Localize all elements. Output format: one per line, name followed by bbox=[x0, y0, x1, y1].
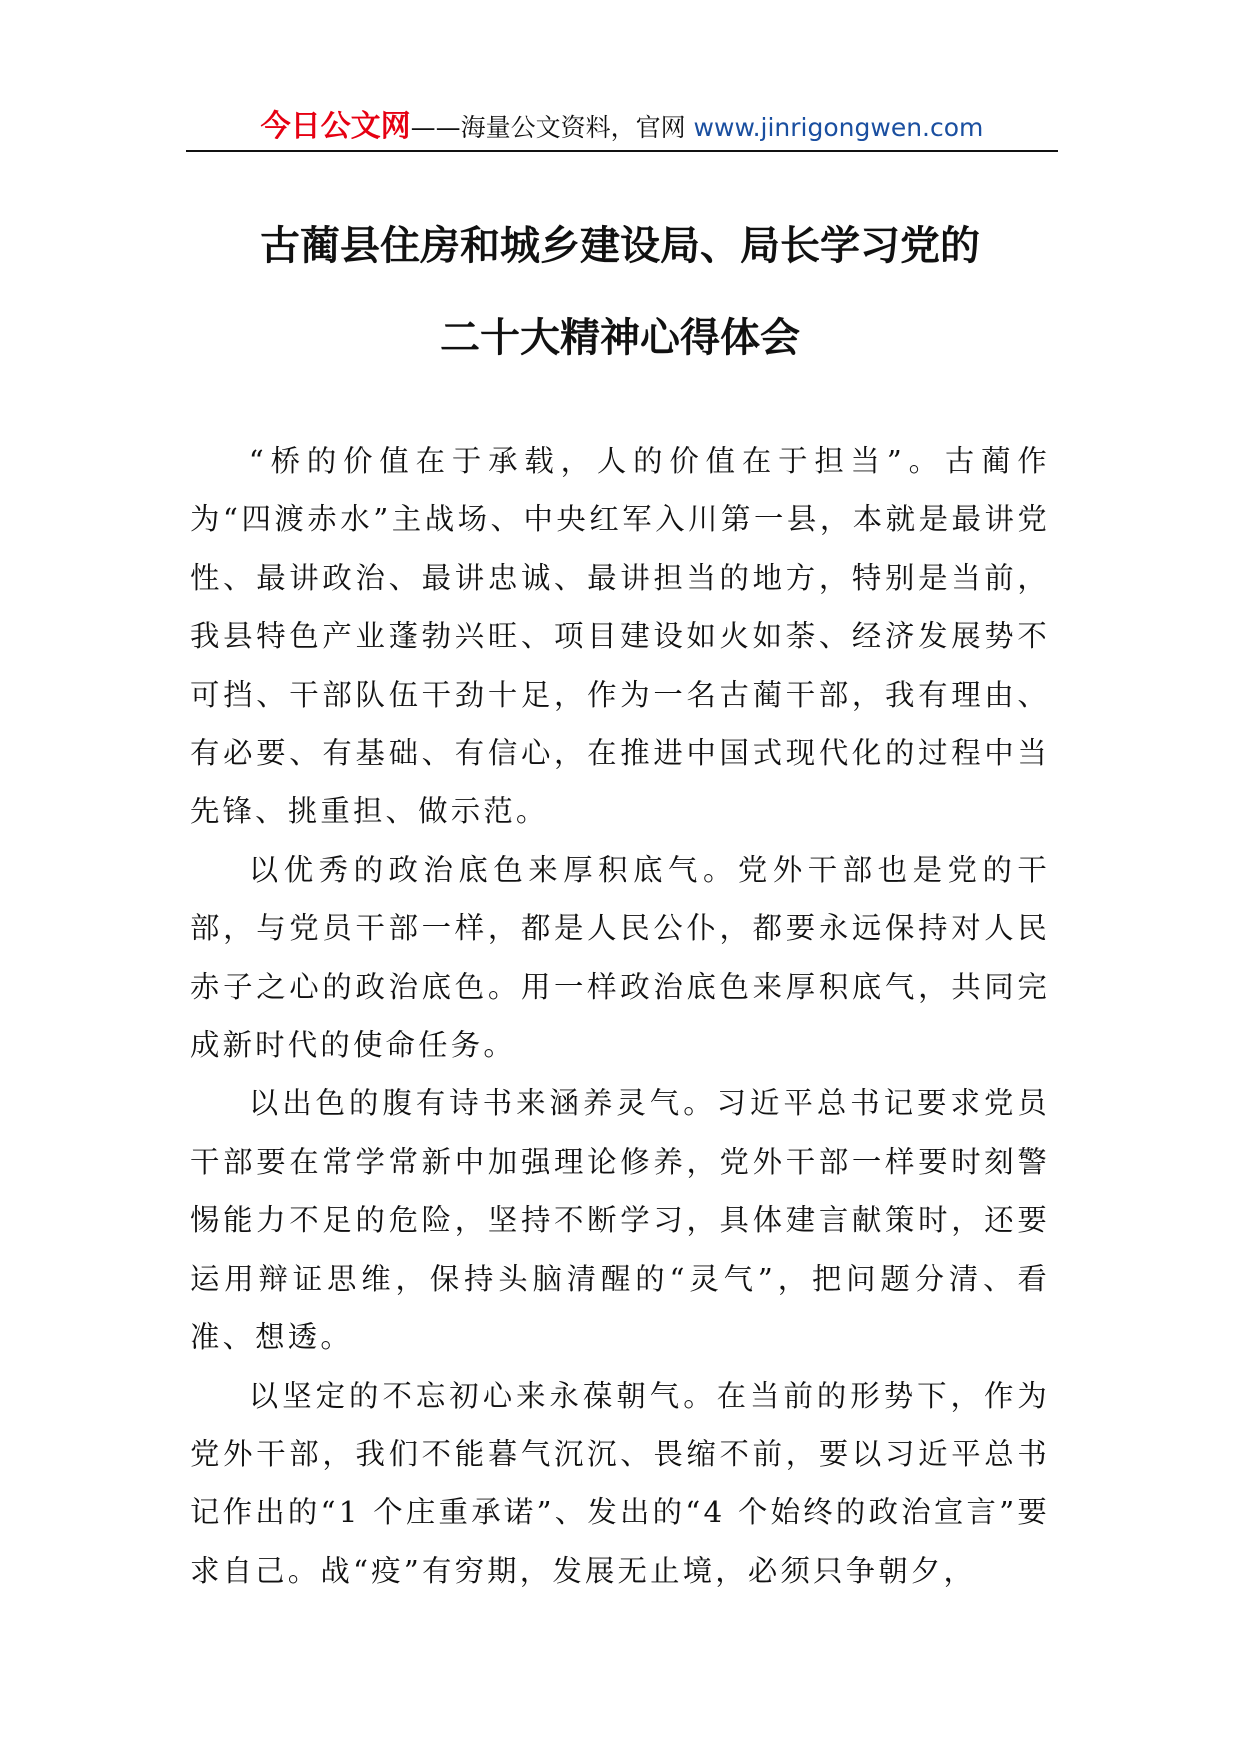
paragraph-original-aspiration: 以坚定的不忘初心来永葆朝气。在当前的形势下，作为党外干部，我们不能暮气沉沉、畏缩不前，要以习近平总书记作出的“1 个庄重承诺”、发出的“4 个始终的政治宣言”要求自己。战“疫”有穷期，发展无止境，必须只争朝夕， bbox=[190, 1378, 1050, 1588]
paragraph-intro: “桥的价值在于承载，人的价值在于担当”。古蔺作为“四渡赤水”主战场、中央红军入川第一县，本就是最讲党性、最讲政治、最讲忠诚、最讲担当的地方，特别是当前，我县特色产业蓬勃兴旺、项目建设如火如荼、经济发展势不可挡、干部队伍干劲十足，作为一名古蔺干部，我有理由、有必要、有基础、有信心，在推进中国式现代化的过程中当先锋、挑重担、做示范。 bbox=[190, 444, 1050, 829]
site-brand: 今日公文网 bbox=[260, 109, 411, 144]
paragraph-political-foundation: 以优秀的政治底色来厚积底气。党外干部也是党的干部，与党员干部一样，都是人民公仆，都要永远保持对人民赤子之心的政治底色。用一样政治底色来厚积底气，共同完成新时代的使命任务。 bbox=[190, 852, 1050, 1063]
site-url-link[interactable]: www.jinrigongwen.com bbox=[693, 113, 984, 142]
site-tagline: ——海量公文资料，官网 bbox=[410, 113, 694, 142]
document-title bbox=[150, 200, 1090, 384]
header-divider bbox=[186, 150, 1058, 152]
paragraph-learning: 以出色的腹有诗书来涵养灵气。习近平总书记要求党员干部要在常学常新中加强理论修养，党外干部一样要时刻警惕能力不足的危险，坚持不断学习，具体建言献策时，还要运用辩证思维，保持头脑清醒的“灵气”，把问题分清、看准、想透。 bbox=[190, 1086, 1050, 1355]
site-header bbox=[186, 104, 1058, 150]
document-body bbox=[190, 432, 1050, 1600]
title-line-1: 古蔺县住房和城乡建设局、局长学习党的 bbox=[260, 222, 980, 269]
title-line-2: 二十大精神心得体会 bbox=[440, 314, 800, 361]
